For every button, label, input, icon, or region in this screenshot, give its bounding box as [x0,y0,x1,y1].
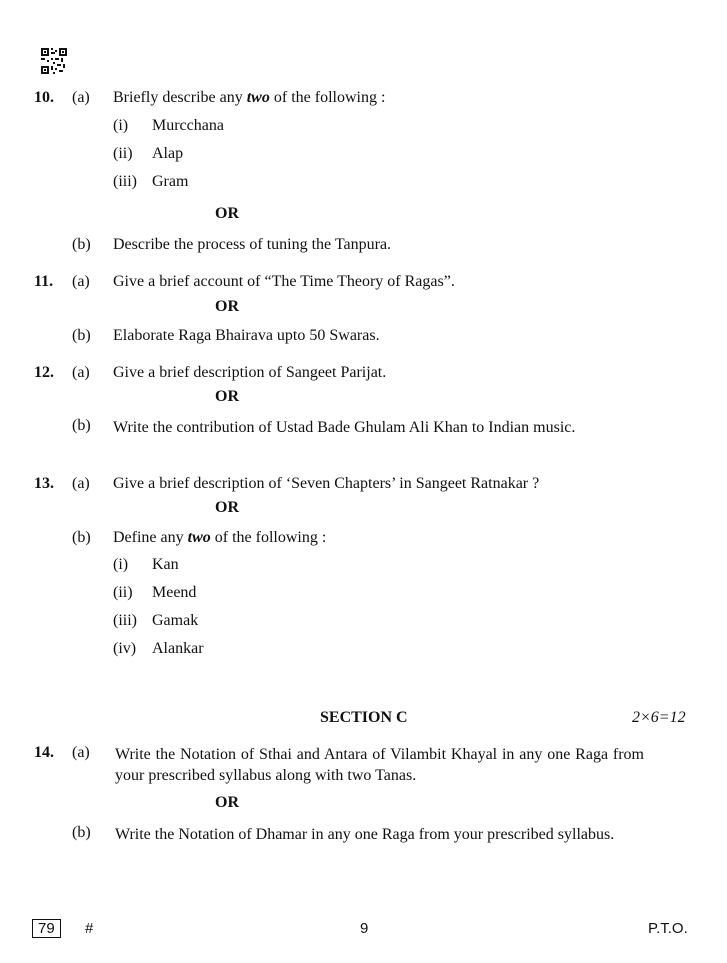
part-label: (a) [72,475,90,492]
page-number: 9 [360,920,369,937]
part-label: (b) [72,417,91,434]
item-label: (ii) [113,584,133,601]
question-text: Write the contribution of Ustad Bade Ghulam Ali Khan to Indian music. [113,419,576,436]
item-text: Alap [152,145,184,162]
part-label: (a) [72,273,90,290]
part-label: (b) [72,327,91,344]
question-text: Briefly describe any two of the following : [113,89,386,106]
or-separator: OR [215,499,239,516]
paper-code-box: 79 [32,919,61,938]
question-text: Elaborate Raga Bhairava upto 50 Swaras. [113,327,380,344]
section-heading: SECTION C [320,709,408,726]
pto-label: P.T.O. [648,920,688,937]
item-text: Gamak [152,612,199,629]
question-number: 13. [34,475,54,492]
part-label: (a) [72,744,90,761]
question-number: 12. [34,364,54,381]
question-text: Write the Notation of Dhamar in any one Raga from your prescribed syllabus. [115,826,615,843]
qr-code-icon [41,48,67,74]
item-text: Murcchana [152,117,224,134]
item-label: (iii) [113,173,137,190]
question-text: Write the Notation of Sthai and Antara of Vilambit Khayal in any one Raga from your prescribed syllabus along with two Tanas. [115,746,644,784]
part-label: (b) [72,529,91,546]
item-label: (i) [113,117,129,134]
item-text: Alankar [152,640,204,657]
or-separator: OR [215,388,239,405]
question-number: 10. [34,89,54,106]
hash-mark: # [85,920,94,937]
or-separator: OR [215,794,239,811]
question-number: 11. [34,273,54,290]
question-text: Define any two of the following : [113,529,327,546]
item-text: Kan [152,556,179,573]
question-text: Describe the process of tuning the Tanpura. [113,236,392,253]
or-separator: OR [215,205,239,222]
part-label: (a) [72,89,90,106]
question-text: Give a brief account of “The Time Theory of Ragas”. [113,273,455,290]
item-text: Meend [152,584,197,601]
item-text: Gram [152,173,189,190]
part-label: (b) [72,236,91,253]
question-number: 14. [34,744,54,761]
part-label: (b) [72,824,91,841]
or-separator: OR [215,298,239,315]
question-text: Give a brief description of Sangeet Parijat. [113,364,387,381]
question-text: Give a brief description of ‘Seven Chapters’ in Sangeet Ratnakar ? [113,475,540,492]
item-label: (iii) [113,612,137,629]
item-label: (ii) [113,145,133,162]
section-marks: 2×6=12 [632,709,686,726]
item-label: (i) [113,556,129,573]
part-label: (a) [72,364,90,381]
item-label: (iv) [113,640,137,657]
